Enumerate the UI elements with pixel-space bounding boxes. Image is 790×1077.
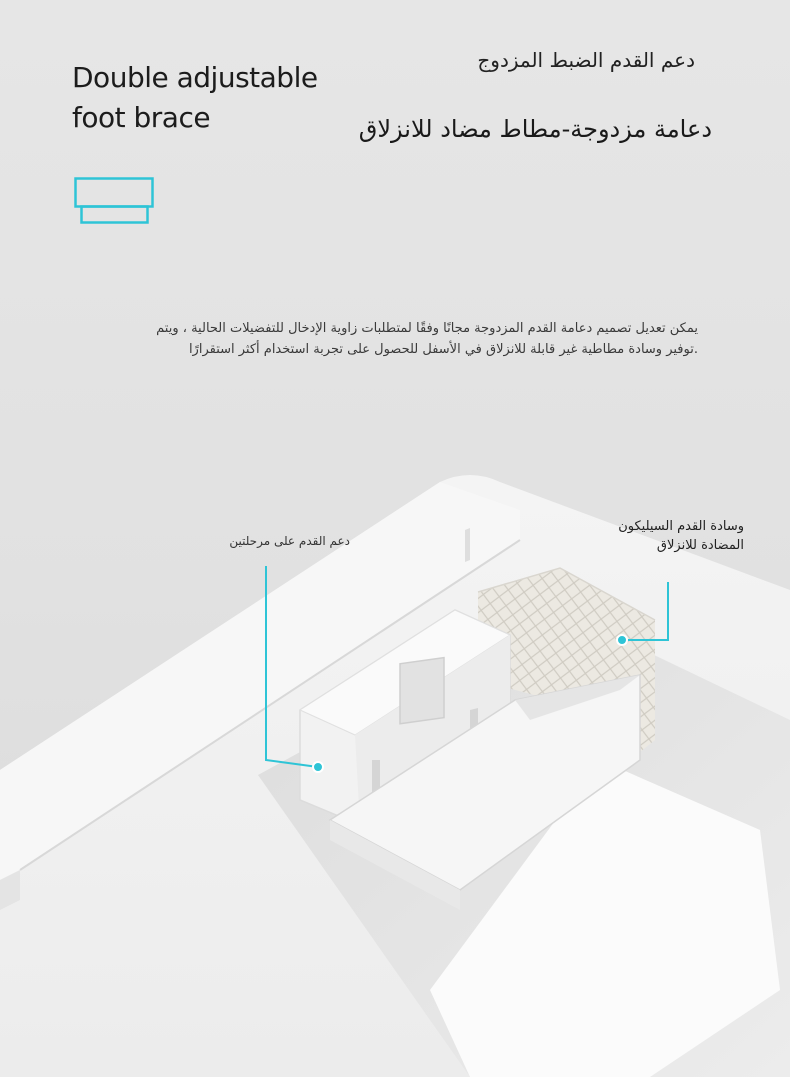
product-illustration <box>0 470 790 1077</box>
callout-label-two-stage: دعم القدم على مرحلتين <box>229 534 350 548</box>
title-arabic-secondary: دعامة مزدوجة-مطاط مضاد للانزلاق <box>358 115 712 143</box>
callout-dot-right <box>617 635 627 645</box>
callout-dot-left <box>313 762 323 772</box>
callout-label-silicone-pad <box>544 517 744 555</box>
description-text <box>48 318 698 360</box>
double-brace-icon <box>74 177 156 227</box>
callout-label-silicone-line-2: المضادة للانزلاق <box>656 538 744 553</box>
description-line-1: يمكن تعديل تصميم دعامة القدم المزدوجة مجانًا وفقًا لمتطلبات زاوية الإدخال للتفضيلات الحالية ، ويتم <box>156 321 698 336</box>
callout-label-silicone-line-1: وسادة القدم السيليكون <box>618 519 744 534</box>
title-english: Double adjustable foot brace <box>72 61 318 134</box>
title-arabic-primary: دعم القدم الضبط المزدوج <box>477 48 695 72</box>
description-line-2: .توفير وسادة مطاطية غير قابلة للانزلاق في الأسفل للحصول على تجربة استخدام أكثر استقرارًا <box>188 342 698 357</box>
